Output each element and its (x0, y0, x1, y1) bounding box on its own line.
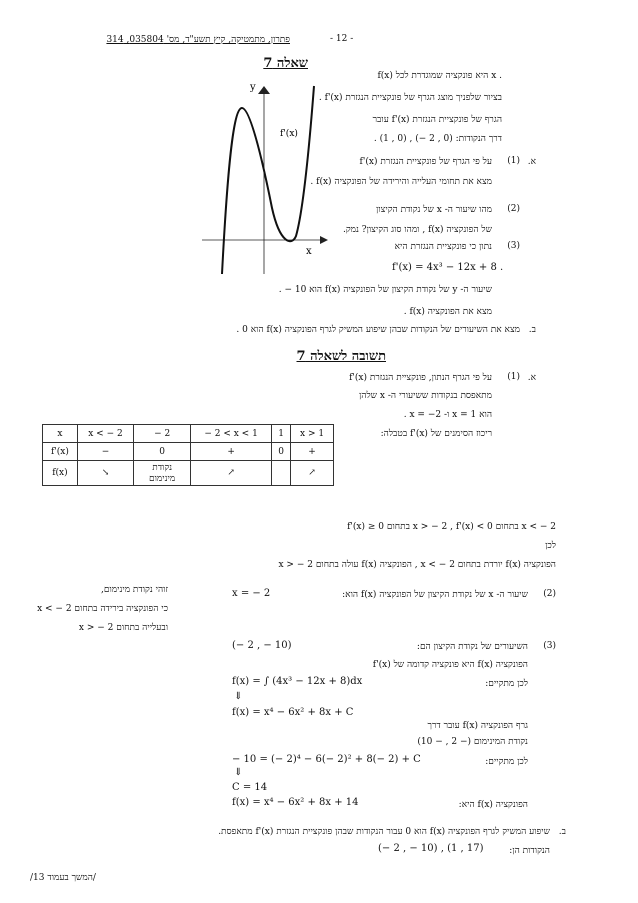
sign-table-cell: f(x) (43, 461, 78, 486)
answer-a2-num: (2) (543, 589, 556, 599)
implies-arrow-icon: ⇓ (234, 767, 243, 778)
part-a2-line1: מהו שיעור ה- x של נקודת הקיצון (376, 205, 492, 215)
part-a1-line2: מצא את תחומי העלייה והירידה של הפונקציה f(x) . (310, 177, 492, 187)
sign-table-cell: f'(x) (43, 443, 78, 461)
sign-table-cell: − 2 < x < 1 (191, 425, 272, 443)
constant-equation: − 10 = (− 2)⁴ − 6(− 2)² + 8(− 2) + C (232, 754, 421, 765)
part-b-label: ב. (528, 325, 536, 335)
sign-table-cell: 0 (272, 443, 291, 461)
sign-table-cell: + (191, 443, 272, 461)
sign-table-cell: 1 (272, 425, 291, 443)
answer-title: תשובה לשאלה 7 (296, 349, 386, 364)
part-a3-line4: מצא את הפונקציה f(x) . (403, 307, 492, 317)
page-footer: /המשך בעמוד 13/ (30, 873, 96, 883)
sign-table-cell: + (291, 443, 334, 461)
extremum-point: (− 2 , − 10) (232, 640, 292, 651)
part-a3-line3: שיעור ה- y של נקודת הקיצון של הפונקציה f(x) הוא 10 − . (278, 285, 492, 295)
sign-table-cell: x (43, 425, 78, 443)
answer-a1-line2: מתאפסת בנקודות ששיעורי ה- x שלהן (359, 391, 492, 401)
antiderivative-general: f(x) = x⁴ − 6x² + 8x + C (232, 707, 354, 718)
part-b-text: מצא את השיעורים של הנקודות שבהן שיפוע המשיק לגרף הפונקציה f(x) הוא 0 . (236, 325, 520, 335)
y-axis-label: y (250, 82, 256, 93)
constant-value: C = 14 (232, 782, 268, 793)
question-intro-4: דרך הנקודות: (0 , 2 −) , (0 , 1) . (373, 134, 502, 144)
part-a-label: א. (527, 157, 536, 167)
sign-table-cell: x < − 2 (77, 425, 133, 443)
minimum-reason-3: ובעלייה בתחום x > − 2 (78, 623, 168, 633)
part-a3-num: (3) (507, 241, 520, 251)
answer-a3-text4-1: גרף הפונקציה f(x) עובר דרך (427, 721, 528, 731)
x-axis-arrow-icon (320, 236, 328, 244)
monotonicity-conclusion: הפונקציה f(x) יורדת בתחום x < − 2 , הפונקציה f(x) עולה בתחום x > − 2 (278, 560, 556, 570)
sign-table-derivative-row (43, 443, 334, 461)
answer-a3-text6: הפונקציה f(x) היא: (458, 800, 528, 810)
part-a2-num: (2) (507, 204, 520, 214)
sign-table-cell: ↘ (77, 461, 133, 486)
extremum-x: x = − 2 (232, 588, 271, 599)
answer-a3-text1: השיעורים של נקודת הקיצון הם: (416, 642, 528, 652)
therefore-label: לכן (545, 541, 556, 551)
part-a1-line1: על פי הגרף של פונקציית הנגזרת f'(x) (359, 157, 492, 167)
given-derivative: f'(x) = 4x³ − 12x + 8 . (392, 262, 504, 273)
answer-a3-text4-2: נקודת המינימום (− 2 , − 10) (417, 737, 528, 747)
question-intro-3: הגרף של פונקציית הנגזרת f'(x) עובר (372, 115, 502, 125)
question-intro-1: f(x) היא פונקציה שמוגדרת לכל x . (377, 71, 502, 81)
question-intro-2: בציור שלפניך מוצג הגרף של פונקציית הנגזרת f'(x) . (318, 93, 502, 103)
implies-arrow-icon: ⇓ (234, 691, 243, 702)
sign-table (42, 424, 334, 486)
y-axis-arrow-icon (258, 86, 270, 94)
sign-table-cell (272, 461, 291, 486)
sign-table-cell: ↗ (291, 461, 334, 486)
answer-b-points-label: הנקודות הן: (509, 846, 550, 856)
answer-a1-line3: הוא x = 1 ו- x = −2 . (403, 410, 492, 420)
minimum-reason-1: זוהי נקודת מינימום, (100, 585, 168, 595)
derivative-curve (222, 86, 314, 274)
final-function: f(x) = x⁴ − 6x² + 8x + 14 (232, 797, 359, 808)
answer-a3-num: (3) (543, 641, 556, 651)
sign-table-header-row (43, 425, 334, 443)
sign-table-cell: − (77, 443, 133, 461)
answer-a-label: א. (527, 373, 536, 383)
sign-table-function-row (43, 461, 334, 486)
page-number: - 12 - (330, 34, 354, 44)
sign-table-cell: ↗ (191, 461, 272, 486)
integral-expression: f(x) = ∫ (4x³ − 12x + 8)dx (232, 676, 363, 687)
answer-a1-num: (1) (507, 372, 520, 382)
answer-b-points: (− 2 , − 10) , (1 , 17) (378, 843, 484, 854)
answer-a1-line1: על פי הגרף הנתון, פונקציית הנגזרת f'(x) (349, 373, 492, 383)
answer-a3-text3: לכן מתקיים: (485, 679, 528, 689)
question-title: שאלה 7 (263, 56, 308, 71)
sign-summary: f'(x) ≥ 0 בתחום x > − 2 , f'(x) < 0 בתחום x < − 2 (347, 522, 556, 532)
part-a3-line1: נתון כי פונקציית הנגזרת היא (394, 242, 492, 252)
sign-table-cell: − 2 (134, 425, 191, 443)
sign-table-cell: 0 (134, 443, 191, 461)
answer-b-text: שיפוע המשיק לגרף הפונקציה f(x) הוא 0 עבור הנקודות שבהן פונקציית הנגזרת f'(x) מתאפסת. (218, 827, 550, 837)
sign-table-cell: נקודת מינימום (134, 461, 191, 486)
answer-b-label: ב. (558, 827, 566, 837)
part-a1-num: (1) (507, 156, 520, 166)
minimum-reason-2: כי הפונקציה בירידה בתחום x < − 2 (37, 604, 168, 614)
answer-a2-text: שיעור ה- x של נקודת הקיצון של הפונקציה f(x) הוא: (342, 590, 528, 600)
curve-label: f'(x) (280, 129, 298, 139)
answer-a3-text5: לכן מתקיים: (485, 757, 528, 767)
part-a2-line2: של הפונקציה f(x) , ומהו סוג הקיצון? נמק. (342, 225, 492, 235)
answer-a1-line4: ריכוז הסימנים של f'(x) בטבלה: (380, 429, 492, 439)
sign-table-cell: x > 1 (291, 425, 334, 443)
answer-a3-text2: הפונקציה f(x) היא פונקציה קדומה של f'(x) (372, 660, 528, 670)
x-axis-label: x (306, 246, 312, 257)
header-source: פתרון, מתמטיקה, קיץ תשע"ד, מס' 035804, 314 (106, 35, 290, 45)
